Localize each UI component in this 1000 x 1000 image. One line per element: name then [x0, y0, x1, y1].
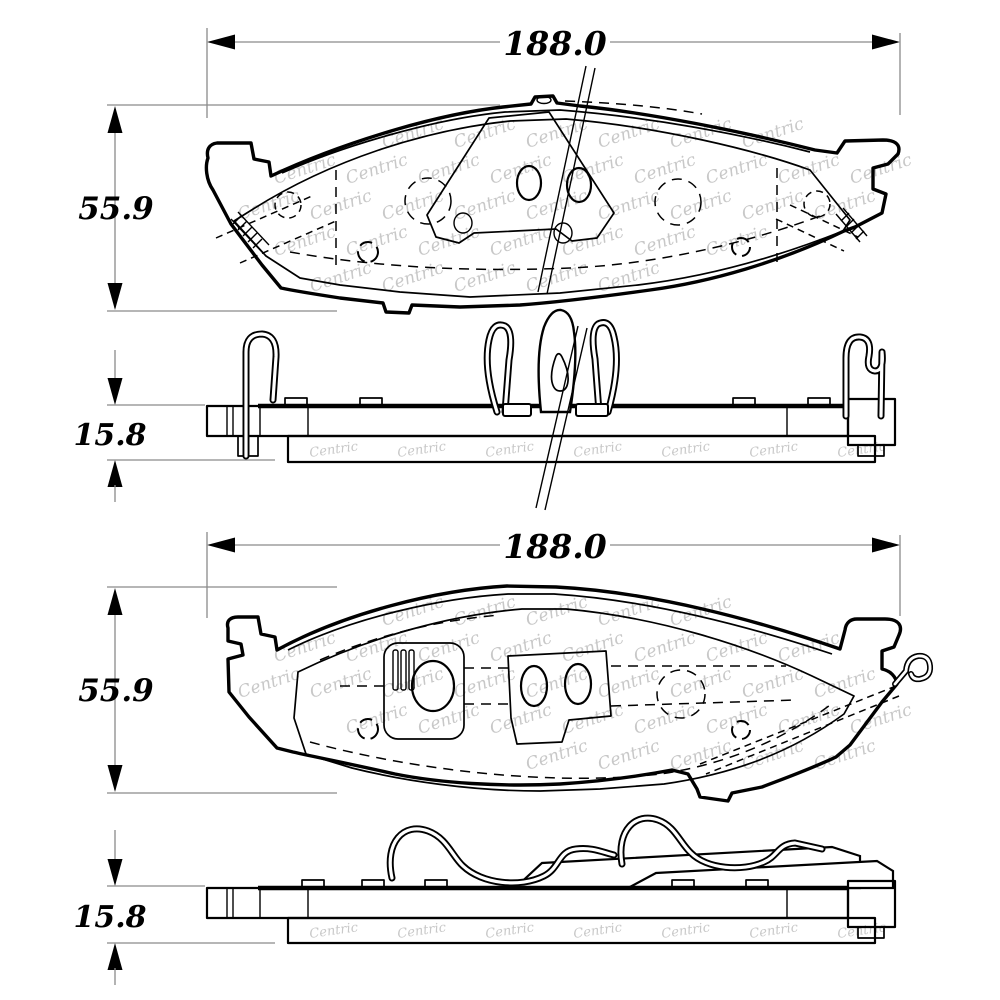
arrow-up-icon: [108, 943, 123, 970]
retainer-clip: [246, 334, 276, 456]
brand-watermark: Centric: [271, 627, 339, 667]
brand-watermark: Centric: [343, 221, 411, 261]
brand-watermark: Centric: [739, 185, 807, 225]
arrow-down-icon: [108, 283, 123, 310]
brand-watermark: Centric: [487, 627, 555, 667]
brand-watermark: Centric: [379, 257, 447, 297]
thickness-dimension-label: 15.8: [73, 900, 147, 935]
brand-watermark: Centric: [811, 185, 879, 225]
brand-watermark: Centric: [307, 185, 375, 225]
brand-watermark: Centric: [484, 920, 535, 942]
brand-watermark: Centric: [487, 221, 555, 261]
brand-watermark: Centric: [847, 699, 915, 739]
brand-watermark: Centric: [451, 185, 519, 225]
brand-watermark: Centric: [703, 149, 771, 189]
brand-watermark: Centric: [415, 221, 483, 261]
brand-watermark: Centric: [307, 257, 375, 297]
brand-watermark: Centric: [451, 113, 519, 153]
brand-watermark: Centric: [396, 920, 447, 942]
anti-rattle-clip: [487, 310, 616, 416]
brand-watermark: Centric: [748, 920, 799, 942]
brand-watermark: Centric: [343, 699, 411, 739]
brand-watermark: Centric: [836, 439, 887, 461]
brand-watermark: Centric: [703, 221, 771, 261]
arrow-right-icon: [872, 35, 900, 50]
backing-plate-edge: [207, 888, 848, 918]
brand-watermark: Centric: [595, 113, 663, 153]
sensor-lead-dashed: [706, 696, 899, 774]
brand-watermark: Centric: [595, 257, 663, 297]
brand-watermark: Centric: [811, 735, 879, 775]
brand-watermark: Centric: [748, 439, 799, 461]
thickness-dimension-label: 15.8: [73, 418, 147, 453]
brand-watermark: Centric: [595, 185, 663, 225]
brand-watermark: Centric: [379, 185, 447, 225]
brand-watermark: Centric: [396, 439, 447, 461]
brand-watermark: Centric: [739, 663, 807, 703]
brand-watermark: Centric: [379, 591, 447, 631]
brand-watermark: Centric: [667, 591, 735, 631]
brand-watermark: Centric: [523, 735, 591, 775]
brand-watermark: Centric: [235, 185, 303, 225]
brand-watermark: Centric: [451, 257, 519, 297]
brand-watermark: Centric: [631, 221, 699, 261]
brand-watermark: Centric: [523, 257, 591, 297]
arrow-down-icon: [108, 378, 123, 405]
brand-watermark: Centric: [271, 221, 339, 261]
brand-watermark: Centric: [667, 663, 735, 703]
brand-watermark: Centric: [308, 439, 359, 461]
brand-watermark: Centric: [631, 149, 699, 189]
brand-watermark: Centric: [847, 149, 915, 189]
brand-watermark: Centric: [379, 663, 447, 703]
brand-watermark: Centric: [660, 439, 711, 461]
arrow-up-icon: [108, 460, 123, 487]
brand-watermark: Centric: [451, 663, 519, 703]
brand-watermark: Centric: [451, 591, 519, 631]
brand-watermark: Centric: [415, 627, 483, 667]
brand-watermark: Centric: [559, 221, 627, 261]
arrow-left-icon: [207, 35, 235, 50]
brand-watermark: Centric: [631, 699, 699, 739]
width-dimension-label: 188.0: [503, 24, 607, 63]
arrow-down-icon: [108, 765, 123, 792]
brand-watermark: Centric: [235, 663, 303, 703]
right-clip: [846, 337, 882, 416]
pad-a-edge-view: [207, 310, 895, 510]
height-dimension-label: 55.9: [78, 191, 154, 227]
arrow-right-icon: [872, 538, 900, 553]
brand-watermark: Centric: [667, 113, 735, 153]
right-clip-inner: [846, 337, 882, 416]
brand-watermark: Centric: [703, 627, 771, 667]
brand-watermark: Centric: [484, 439, 535, 461]
brand-watermark: Centric: [739, 113, 807, 153]
brand-watermark: Centric: [559, 149, 627, 189]
brand-watermark: Centric: [487, 149, 555, 189]
height-dimension-label: 55.9: [78, 673, 154, 709]
brand-watermark: Centric: [631, 627, 699, 667]
brand-watermark: Centric: [343, 627, 411, 667]
brand-watermark: Centric: [811, 663, 879, 703]
brand-watermark: Centric: [595, 591, 663, 631]
pad-b-edge-dimensions: [73, 830, 275, 985]
brand-watermark: Centric: [559, 699, 627, 739]
brand-watermark: Centric: [739, 735, 807, 775]
brand-watermark: Centric: [559, 627, 627, 667]
brand-watermark: Centric: [379, 113, 447, 153]
brand-watermark: Centric: [523, 113, 591, 153]
brand-watermark: Centric: [836, 920, 887, 942]
brand-watermark: Centric: [523, 185, 591, 225]
brand-watermark: Centric: [667, 185, 735, 225]
width-dimension-label: 188.0: [503, 527, 607, 566]
brand-watermark: Centric: [660, 920, 711, 942]
brand-watermark: Centric: [775, 627, 843, 667]
arrow-left-icon: [207, 538, 235, 553]
brand-watermark: Centric: [415, 699, 483, 739]
brand-watermark: Centric: [572, 920, 623, 942]
brand-watermark: Centric: [572, 439, 623, 461]
brand-watermark: Centric: [308, 920, 359, 942]
brand-watermark: Centric: [775, 699, 843, 739]
arrow-up-icon: [108, 106, 123, 133]
brand-watermark: Centric: [271, 149, 339, 189]
plate-end-block: [848, 399, 895, 445]
brand-watermark: Centric: [523, 663, 591, 703]
brand-watermark: Centric: [595, 735, 663, 775]
brand-watermark: Centric: [667, 735, 735, 775]
brand-watermark: Centric: [523, 591, 591, 631]
arrow-down-icon: [108, 859, 123, 886]
brand-watermark: Centric: [415, 149, 483, 189]
arrow-up-icon: [108, 588, 123, 615]
brand-watermark: Centric: [487, 699, 555, 739]
brand-watermark: Centric: [343, 149, 411, 189]
brand-watermark: Centric: [307, 663, 375, 703]
brand-watermark: Centric: [595, 663, 663, 703]
brand-watermark: Centric: [703, 699, 771, 739]
brand-watermark: Centric: [775, 149, 843, 189]
